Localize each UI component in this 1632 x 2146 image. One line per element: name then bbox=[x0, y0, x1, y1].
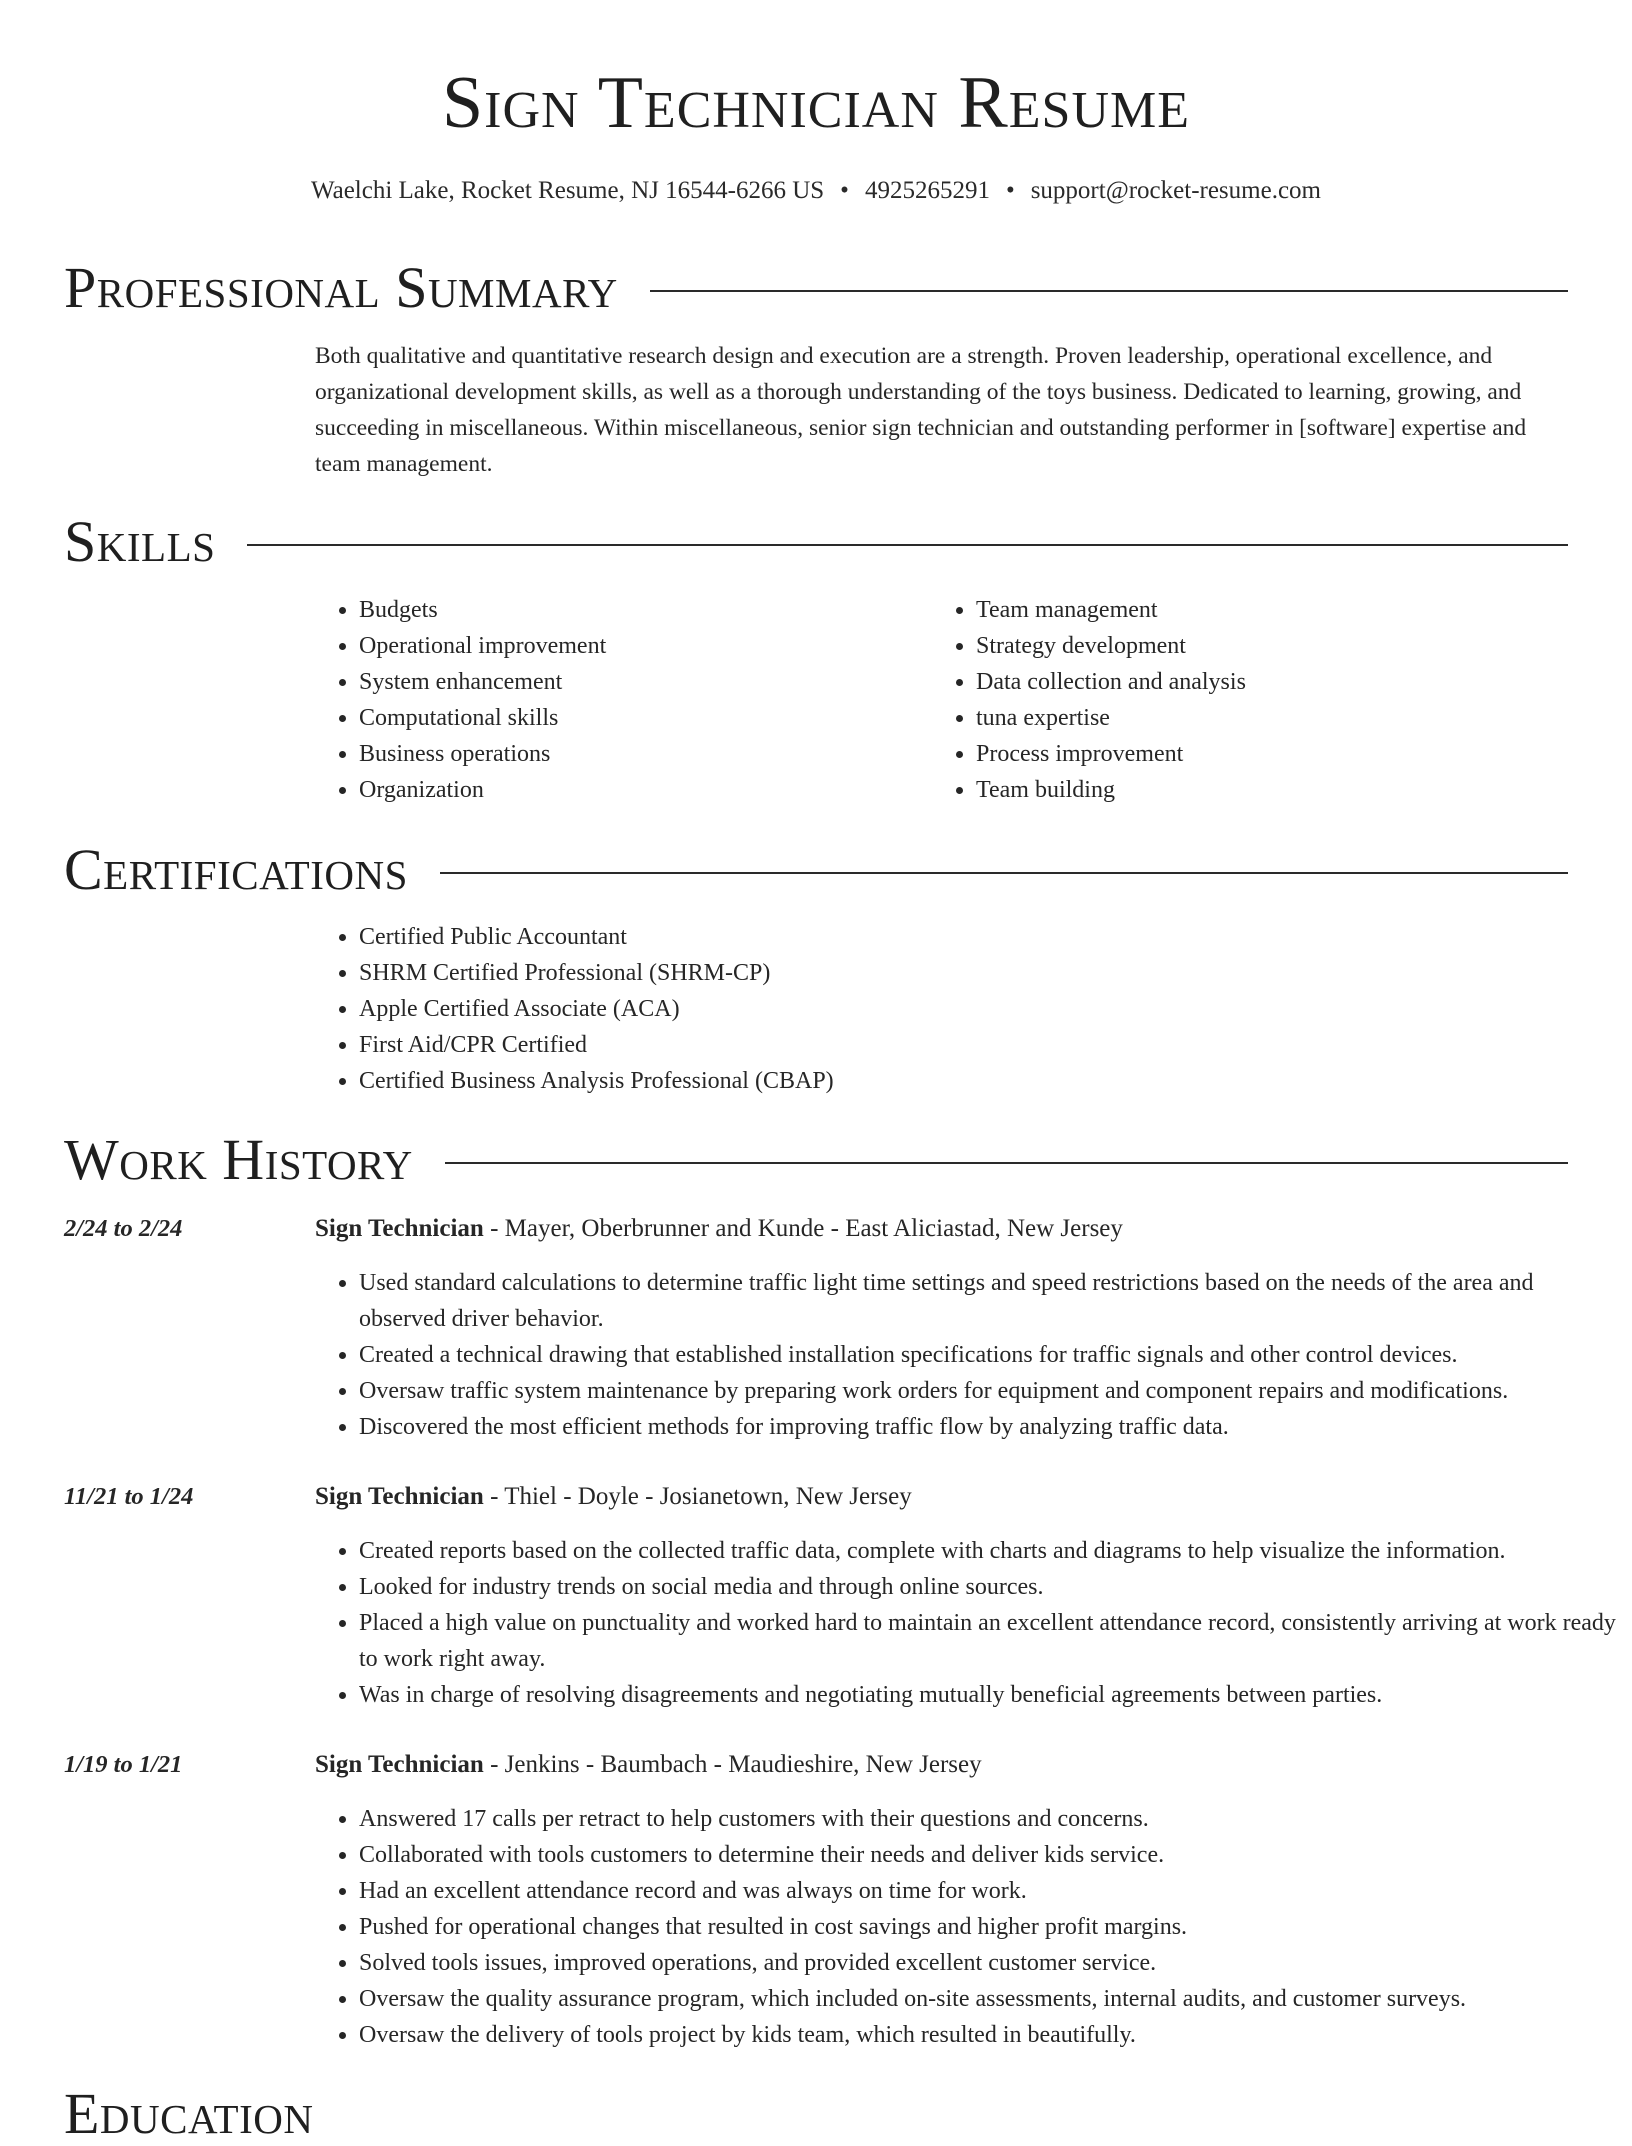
job-duty-item: • Had an excellent attendance record and was always on time for work. bbox=[359, 1873, 1623, 1909]
contact-email: support@rocket-resume.com bbox=[1030, 177, 1321, 204]
job-duty-item: • Pushed for operational changes that resulted in cost savings and higher profit margins. bbox=[359, 1909, 1623, 1945]
job-title: Sign Technician bbox=[315, 1215, 484, 1242]
skill-item: • Process improvement bbox=[976, 736, 1492, 772]
job-duty-item: • Created a technical drawing that established installation specifications for traffic signals and other control devices. bbox=[359, 1337, 1623, 1373]
job-employer-location: - Jenkins - Baumbach - Maudieshire, New Jersey bbox=[483, 1751, 982, 1778]
skills-list-right bbox=[932, 592, 1492, 808]
job-duty-item: • Discovered the most efficient methods for improving traffic flow by analyzing traffic data. bbox=[359, 1409, 1623, 1445]
section-header-work-history bbox=[64, 1128, 1568, 1192]
job-dates: 1/19 to 1/21 bbox=[64, 1751, 183, 1778]
section-header-education bbox=[64, 2082, 1568, 2146]
job-duty-item: • Created reports based on the collected traffic data, complete with charts and diagrams to help visualize the information. bbox=[359, 1533, 1623, 1569]
job-duty-item: • Oversaw traffic system maintenance by preparing work orders for equipment and component repairs and modifications. bbox=[359, 1373, 1623, 1409]
contact-address: Waelchi Lake, Rocket Resume, NJ 16544-6266 US bbox=[311, 177, 825, 204]
job-duty-item: • Was in charge of resolving disagreements and negotiating mutually beneficial agreements between parties. bbox=[359, 1677, 1623, 1713]
job-duty-item: • Placed a high value on punctuality and worked hard to maintain an excellent attendance record, consistently arriving at work ready to work right away. bbox=[359, 1605, 1623, 1677]
job-duties bbox=[315, 1265, 1623, 1445]
job-duties-list bbox=[315, 1533, 1623, 1713]
job-title: Sign Technician bbox=[315, 1483, 484, 1510]
job-heading bbox=[315, 1211, 1123, 1247]
job-duty-item: • Solved tools issues, improved operations, and provided excellent customer service. bbox=[359, 1945, 1623, 1981]
certification-item: • Certified Public Accountant bbox=[359, 919, 1515, 955]
job-duty-item: • Looked for industry trends on social media and through online sources. bbox=[359, 1569, 1623, 1605]
skill-item: • Strategy development bbox=[976, 628, 1492, 664]
job-duties-list bbox=[315, 1801, 1623, 2053]
skill-item: • Team management bbox=[976, 592, 1492, 628]
section-divider bbox=[247, 544, 1568, 546]
job-dates: 11/21 to 1/24 bbox=[64, 1483, 194, 1510]
job-dates: 2/24 to 2/24 bbox=[64, 1215, 183, 1242]
skill-item: • tuna expertise bbox=[976, 700, 1492, 736]
skill-item: • Business operations bbox=[359, 736, 875, 772]
skill-item: • System enhancement bbox=[359, 664, 875, 700]
job-employer-location: - Mayer, Oberbrunner and Kunde - East Aliciastad, New Jersey bbox=[483, 1215, 1123, 1242]
skills-column-right bbox=[932, 592, 1492, 808]
skill-item: • Computational skills bbox=[359, 700, 875, 736]
job-heading bbox=[315, 1747, 982, 1783]
job-duty-item: • Oversaw the quality assurance program, which included on-site assessments, internal audits, and customer surveys. bbox=[359, 1981, 1623, 2017]
job-duties-list bbox=[315, 1265, 1623, 1445]
section-divider bbox=[650, 290, 1568, 292]
section-header-certifications bbox=[64, 838, 1568, 902]
certification-item: • SHRM Certified Professional (SHRM-CP) bbox=[359, 955, 1515, 991]
job-duty-item: • Oversaw the delivery of tools project by kids team, which resulted in beautifully. bbox=[359, 2017, 1623, 2053]
contact-line bbox=[0, 176, 1632, 206]
skill-item: • Team building bbox=[976, 772, 1492, 808]
certifications-block bbox=[315, 919, 1515, 1099]
section-header-skills bbox=[64, 510, 1568, 574]
job-duties bbox=[315, 1533, 1623, 1713]
section-divider bbox=[445, 1162, 1568, 1164]
skill-item: • Organization bbox=[359, 772, 875, 808]
certification-item: • Apple Certified Associate (ACA) bbox=[359, 991, 1515, 1027]
section-divider bbox=[440, 872, 1568, 874]
job-heading bbox=[315, 1479, 912, 1515]
section-title-skills: Skills bbox=[64, 509, 216, 574]
contact-separator: • bbox=[840, 177, 849, 204]
skill-item: • Budgets bbox=[359, 592, 875, 628]
resume-title: Sign Technician Resume bbox=[441, 62, 1190, 144]
job-duties bbox=[315, 1801, 1623, 2053]
section-title-education: Education bbox=[64, 2081, 314, 2146]
job-duty-item: • Answered 17 calls per retract to help customers with their questions and concerns. bbox=[359, 1801, 1623, 1837]
contact-separator: • bbox=[1005, 177, 1015, 204]
skill-item: • Operational improvement bbox=[359, 628, 875, 664]
summary-text: Both qualitative and quantitative research design and execution are a strength. Proven leadership, operational excellence, and organizational development skills, as well as a thorough understanding of the toys business. Dedicated to learning, growing, and succeeding in miscellaneous. Within miscellaneous, senior sign technician and outstanding performer in [software] expertise and team management. bbox=[315, 343, 1527, 477]
skill-item: • Data collection and analysis bbox=[976, 664, 1492, 700]
contact-phone: 4925265291 bbox=[864, 177, 990, 204]
skills-column-left bbox=[315, 592, 875, 808]
section-header-summary bbox=[64, 256, 1568, 320]
certification-item: • Certified Business Analysis Professional (CBAP) bbox=[359, 1063, 1515, 1099]
skills-list-left bbox=[315, 592, 875, 808]
section-title-work-history: Work History bbox=[64, 1127, 413, 1192]
certifications-list bbox=[315, 919, 1515, 1099]
certification-item: • First Aid/CPR Certified bbox=[359, 1027, 1515, 1063]
job-employer-location: - Thiel - Doyle - Josianetown, New Jersey bbox=[483, 1483, 912, 1510]
section-title-certifications: Certifications bbox=[64, 837, 408, 902]
section-title-summary: Professional Summary bbox=[64, 255, 618, 320]
job-title: Sign Technician bbox=[315, 1751, 484, 1778]
job-duty-item: • Collaborated with tools customers to determine their needs and deliver kids service. bbox=[359, 1837, 1623, 1873]
job-duty-item: • Used standard calculations to determine traffic light time settings and speed restrictions based on the needs of the area and observed driver behavior. bbox=[359, 1265, 1623, 1337]
